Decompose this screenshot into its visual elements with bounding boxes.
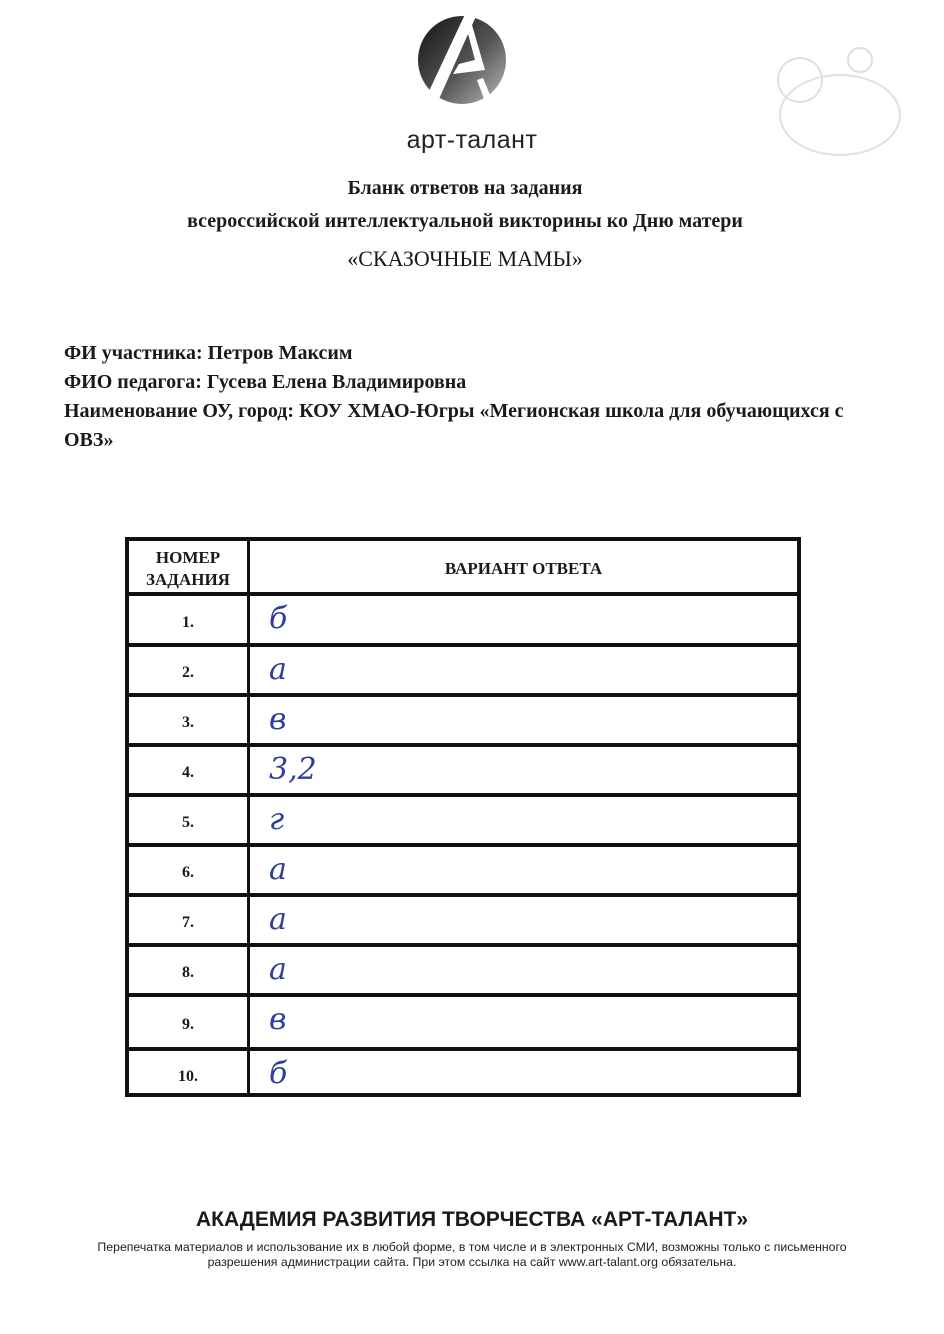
school-name: Наименование ОУ, город: КОУ ХМАО-Югры «Мегионская школа для обучающихся с ОВЗ» — [64, 400, 844, 451]
table-row — [129, 592, 797, 643]
task-number: 2. — [182, 664, 194, 681]
handwritten-answer: а — [269, 652, 287, 687]
handwritten-answer: а — [269, 952, 287, 987]
polar-bear-illustration — [760, 35, 920, 165]
task-number: 5. — [182, 814, 194, 831]
handwritten-answer: в — [269, 1002, 287, 1037]
handwritten-answer: а — [269, 902, 287, 937]
form-title: Бланк ответов на задания — [347, 177, 583, 199]
task-number: 6. — [182, 864, 194, 881]
teacher-name: ФИО педагога: Гусева Елена Владимировна — [64, 371, 467, 393]
logo-text: арт-талант — [406, 126, 538, 154]
task-number: 1. — [182, 613, 194, 631]
table-row — [129, 643, 797, 693]
table-row — [129, 893, 797, 943]
handwritten-answer: а — [269, 852, 287, 887]
footer-note: Перепечатка материалов и использование их в любой форме, в том числе и в электронных СМИ, возможны только с письменного разрешения администрации сайта. При этом ссылка на сайт www.art-talant.org обязательна. — [97, 1240, 847, 1269]
footer-title: АКАДЕМИЯ РАЗВИТИЯ ТВОРЧЕСТВА «АРТ-ТАЛАНТ» — [195, 1208, 749, 1231]
art-talant-logo — [415, 8, 510, 118]
answers-table — [125, 537, 801, 1097]
table-row — [129, 793, 797, 843]
table-row — [129, 843, 797, 893]
task-number: 4. — [182, 764, 194, 781]
task-number: 9. — [182, 1016, 194, 1033]
handwritten-answer: б — [269, 1056, 288, 1091]
quiz-description: всероссийской интеллектуальной викторины ко Дню матери — [187, 210, 743, 232]
header-task-number: НОМЕР ЗАДАНИЯ — [146, 548, 230, 589]
table-row — [129, 993, 797, 1047]
handwritten-answer: г — [269, 802, 285, 837]
table-row — [129, 693, 797, 743]
quiz-name: «СКАЗОЧНЫЕ МАМЫ» — [347, 246, 583, 271]
table-row — [129, 743, 797, 793]
task-number: 8. — [182, 964, 194, 981]
handwritten-answer: 3,2 — [269, 752, 317, 787]
table-row — [129, 1047, 797, 1097]
table-row — [129, 943, 797, 993]
participant-name: ФИ участника: Петров Максим — [64, 342, 353, 364]
task-number: 7. — [182, 914, 194, 931]
handwritten-answer: б — [269, 601, 288, 636]
task-number: 3. — [182, 714, 194, 731]
handwritten-answer: в — [269, 702, 287, 737]
task-number: 10. — [178, 1068, 198, 1085]
header-answer: ВАРИАНТ ОТВЕТА — [444, 559, 603, 578]
